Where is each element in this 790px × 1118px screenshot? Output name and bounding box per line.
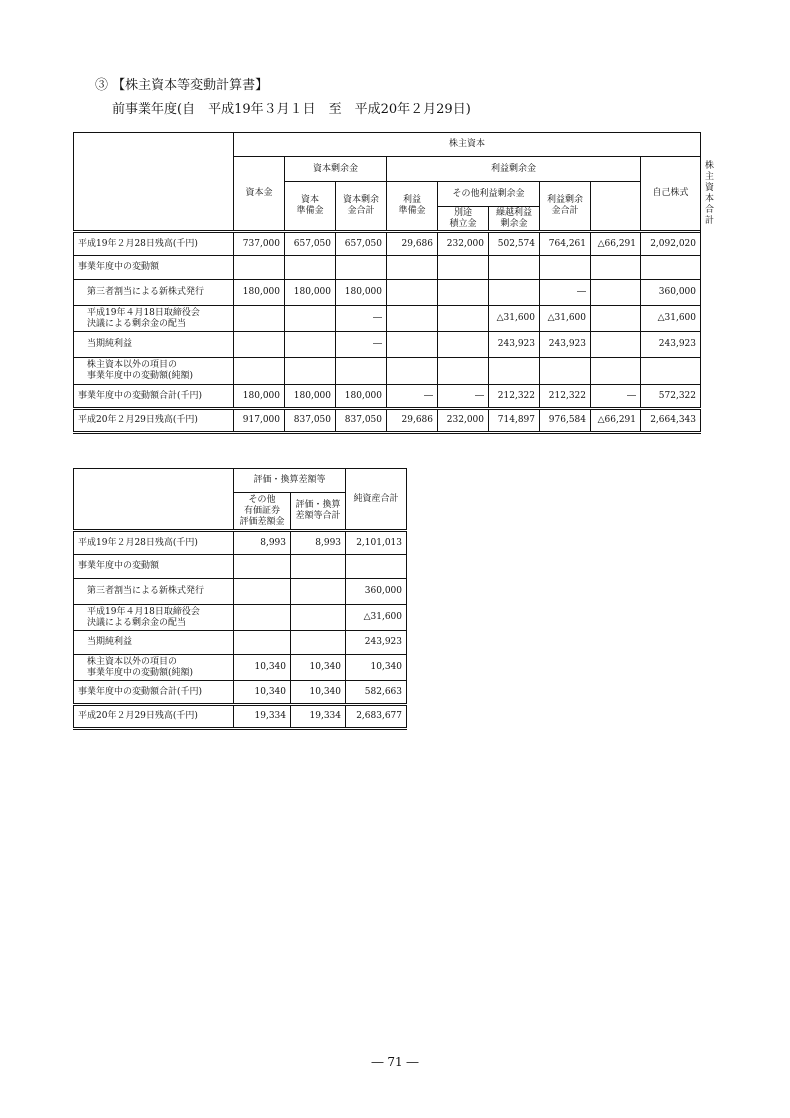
table-row <box>74 306 701 332</box>
header-securities-diff: その他 有価証券 評価差額金 <box>234 493 291 531</box>
value-cell: △31,600 <box>346 605 407 631</box>
value-cell: 19,334 <box>234 705 291 729</box>
value-cell <box>336 256 387 280</box>
row-label: 第三者割当による新株式発行 <box>74 280 234 306</box>
value-cell <box>591 306 641 332</box>
value-cell: 360,000 <box>641 280 701 306</box>
header-capital-surplus: 資本剰余金 <box>285 157 387 182</box>
value-cell: 657,050 <box>285 232 336 256</box>
header-legal-reserve: 利益 準備金 <box>387 182 438 232</box>
value-cell <box>291 555 346 579</box>
valuation-difference-table <box>73 468 407 730</box>
value-cell: 572,322 <box>641 385 701 409</box>
value-cell: 2,683,677 <box>346 705 407 729</box>
value-cell <box>291 631 346 655</box>
value-cell <box>641 358 701 385</box>
value-cell <box>285 306 336 332</box>
value-cell: 502,574 <box>489 232 540 256</box>
value-cell <box>234 332 285 358</box>
value-cell <box>387 256 438 280</box>
header-capital-reserve: 資本 準備金 <box>285 182 336 232</box>
value-cell: ― <box>438 385 489 409</box>
value-cell: 10,340 <box>346 655 407 681</box>
header-capital-surplus-total: 資本剰余 金合計 <box>336 182 387 232</box>
value-cell <box>234 631 291 655</box>
header-other-retained: その他利益剰余金 <box>438 182 540 207</box>
table-row <box>74 705 407 729</box>
table-row <box>74 332 701 358</box>
row-label: 当期純利益 <box>74 631 234 655</box>
value-cell <box>438 256 489 280</box>
table-row <box>74 631 407 655</box>
value-cell <box>387 280 438 306</box>
value-cell: 232,000 <box>438 232 489 256</box>
value-cell <box>234 306 285 332</box>
value-cell <box>591 332 641 358</box>
value-cell: 212,322 <box>540 385 591 409</box>
table-row <box>74 555 407 579</box>
row-label: 株主資本以外の項目の 事業年度中の変動額(純額) <box>74 358 234 385</box>
value-cell: 764,261 <box>540 232 591 256</box>
table-row <box>74 256 701 280</box>
value-cell <box>438 306 489 332</box>
section-heading: ③ 【株主資本等変動計算書】 <box>95 78 269 93</box>
value-cell: △66,291 <box>591 409 641 433</box>
fiscal-period: 前事業年度(自 平成19年３月１日 至 平成20年２月29日) <box>112 102 471 117</box>
row-label: 事業年度中の変動額合計(千円) <box>74 681 234 705</box>
value-cell: 10,340 <box>291 655 346 681</box>
value-cell: 582,663 <box>346 681 407 705</box>
value-cell: 737,000 <box>234 232 285 256</box>
value-cell <box>234 555 291 579</box>
row-label: 平成19年２月28日残高(千円) <box>74 232 234 256</box>
value-cell: 180,000 <box>234 385 285 409</box>
value-cell: 180,000 <box>285 280 336 306</box>
value-cell: ― <box>387 385 438 409</box>
row-label: 事業年度中の変動額 <box>74 555 234 579</box>
value-cell: 2,101,013 <box>346 531 407 555</box>
value-cell: 243,923 <box>540 332 591 358</box>
value-cell <box>285 332 336 358</box>
header-retained-total: 利益剰余 金合計 <box>540 182 591 232</box>
value-cell: 8,993 <box>291 531 346 555</box>
value-cell: 714,897 <box>489 409 540 433</box>
value-cell <box>285 256 336 280</box>
value-cell: 180,000 <box>285 385 336 409</box>
table-row <box>74 579 407 605</box>
row-label: 平成20年２月29日残高(千円) <box>74 705 234 729</box>
row-label: 当期純利益 <box>74 332 234 358</box>
value-cell: 10,340 <box>291 681 346 705</box>
value-cell: 19,334 <box>291 705 346 729</box>
table-row <box>74 681 407 705</box>
header-general-reserve: 別途 積立金 <box>438 207 489 232</box>
table-row <box>74 280 701 306</box>
value-cell: 837,050 <box>336 409 387 433</box>
value-cell <box>591 358 641 385</box>
value-cell: 10,340 <box>234 681 291 705</box>
value-cell <box>387 332 438 358</box>
value-cell: 976,584 <box>540 409 591 433</box>
page-number: ― 71 ― <box>371 1055 419 1069</box>
value-cell <box>591 280 641 306</box>
value-cell <box>234 579 291 605</box>
value-cell <box>336 358 387 385</box>
value-cell <box>489 358 540 385</box>
value-cell: △31,600 <box>540 306 591 332</box>
table-row <box>74 655 407 681</box>
header-shareholders-equity: 株主資本 <box>234 133 701 157</box>
row-label: 平成19年４月18日取締役会 決議による剰余金の配当 <box>74 605 234 631</box>
value-cell <box>489 256 540 280</box>
value-cell <box>540 358 591 385</box>
row-label: 事業年度中の変動額合計(千円) <box>74 385 234 409</box>
value-cell: 180,000 <box>336 385 387 409</box>
value-cell: 8,993 <box>234 531 291 555</box>
value-cell: ― <box>591 385 641 409</box>
value-cell: 657,050 <box>336 232 387 256</box>
value-cell <box>346 555 407 579</box>
value-cell <box>234 358 285 385</box>
value-cell <box>591 256 641 280</box>
value-cell <box>438 280 489 306</box>
value-cell <box>438 358 489 385</box>
header-carried-forward: 繰越利益 剰余金 <box>489 207 540 232</box>
value-cell: 2,664,343 <box>641 409 701 433</box>
value-cell: △31,600 <box>489 306 540 332</box>
value-cell: ― <box>336 332 387 358</box>
value-cell <box>234 256 285 280</box>
header-valuation-total: 評価・換算 差額等合計 <box>291 493 346 531</box>
value-cell: △66,291 <box>591 232 641 256</box>
value-cell <box>291 605 346 631</box>
value-cell: 917,000 <box>234 409 285 433</box>
value-cell: 212,322 <box>489 385 540 409</box>
value-cell <box>489 280 540 306</box>
header-treasury-stock: 自己株式 <box>641 157 701 232</box>
value-cell: △31,600 <box>641 306 701 332</box>
header-net-assets-total: 純資産合計 <box>346 469 407 531</box>
header-blank <box>74 469 234 531</box>
table-row <box>74 232 701 256</box>
value-cell <box>387 306 438 332</box>
value-cell: 180,000 <box>234 280 285 306</box>
value-cell: 360,000 <box>346 579 407 605</box>
value-cell: 2,092,020 <box>641 232 701 256</box>
header-blank <box>74 133 234 232</box>
header-valuation: 評価・換算差額等 <box>234 469 346 493</box>
row-label: 平成19年２月28日残高(千円) <box>74 531 234 555</box>
table-row <box>74 531 407 555</box>
table-row <box>74 409 701 433</box>
header-capital-stock: 資本金 <box>234 157 285 232</box>
value-cell <box>387 358 438 385</box>
value-cell: 232,000 <box>438 409 489 433</box>
value-cell: 837,050 <box>285 409 336 433</box>
value-cell: 243,923 <box>489 332 540 358</box>
header-retained-earnings: 利益剰余金 <box>387 157 641 182</box>
value-cell <box>291 579 346 605</box>
value-cell <box>641 256 701 280</box>
value-cell: 29,686 <box>387 409 438 433</box>
value-cell: 243,923 <box>346 631 407 655</box>
row-label: 平成19年４月18日取締役会 決議による剰余金の配当 <box>74 306 234 332</box>
row-label: 事業年度中の変動額 <box>74 256 234 280</box>
row-label: 第三者割当による新株式発行 <box>74 579 234 605</box>
row-label: 株主資本以外の項目の 事業年度中の変動額(純額) <box>74 655 234 681</box>
value-cell: ― <box>540 280 591 306</box>
value-cell: 243,923 <box>641 332 701 358</box>
value-cell: ― <box>336 306 387 332</box>
value-cell <box>438 332 489 358</box>
table-row <box>74 605 407 631</box>
value-cell <box>540 256 591 280</box>
value-cell: 180,000 <box>336 280 387 306</box>
row-label: 平成20年２月29日残高(千円) <box>74 409 234 433</box>
table-row <box>74 385 701 409</box>
value-cell: 10,340 <box>234 655 291 681</box>
value-cell: 29,686 <box>387 232 438 256</box>
shareholders-equity-table: 株主資本 資本金 資本剰余金 利益剰余金 自己株式 株主資本 合計 資本 準備金 資本剰余 金合計 利益 準備金 その他利益剰余金 利益剰余 金合計 別途 積立金 繰越利益 剰余金 平成19年２月28日残高(千円) 737,000 657,050 657,050 29,686 232,000 502,574 764,261 △66,291 2,092,020 事業年度中の変動額 第三者割当による新株式発行 180,000 180,000 180,000 ― 360,000 平成19年４月18日取締役会 決議による剰余金の配当 ― △31,600 △31,600 △31,600 当期純利益 ― 243,923 243,923 243,923 株主資本以外の項目の 事業年度中の変動額(純額) 事業年度中の変動額合計(千円) 180,000 180,000 180,000 ― ― 212,322 212,322 ― 572,322 平成20年２月29日残高(千円) 917,000 837,050 837,050 29,686 232,000 714,897 976,584 △66,291 2,664,343 <box>73 132 701 434</box>
value-cell <box>285 358 336 385</box>
table-row <box>74 358 701 385</box>
value-cell <box>234 605 291 631</box>
